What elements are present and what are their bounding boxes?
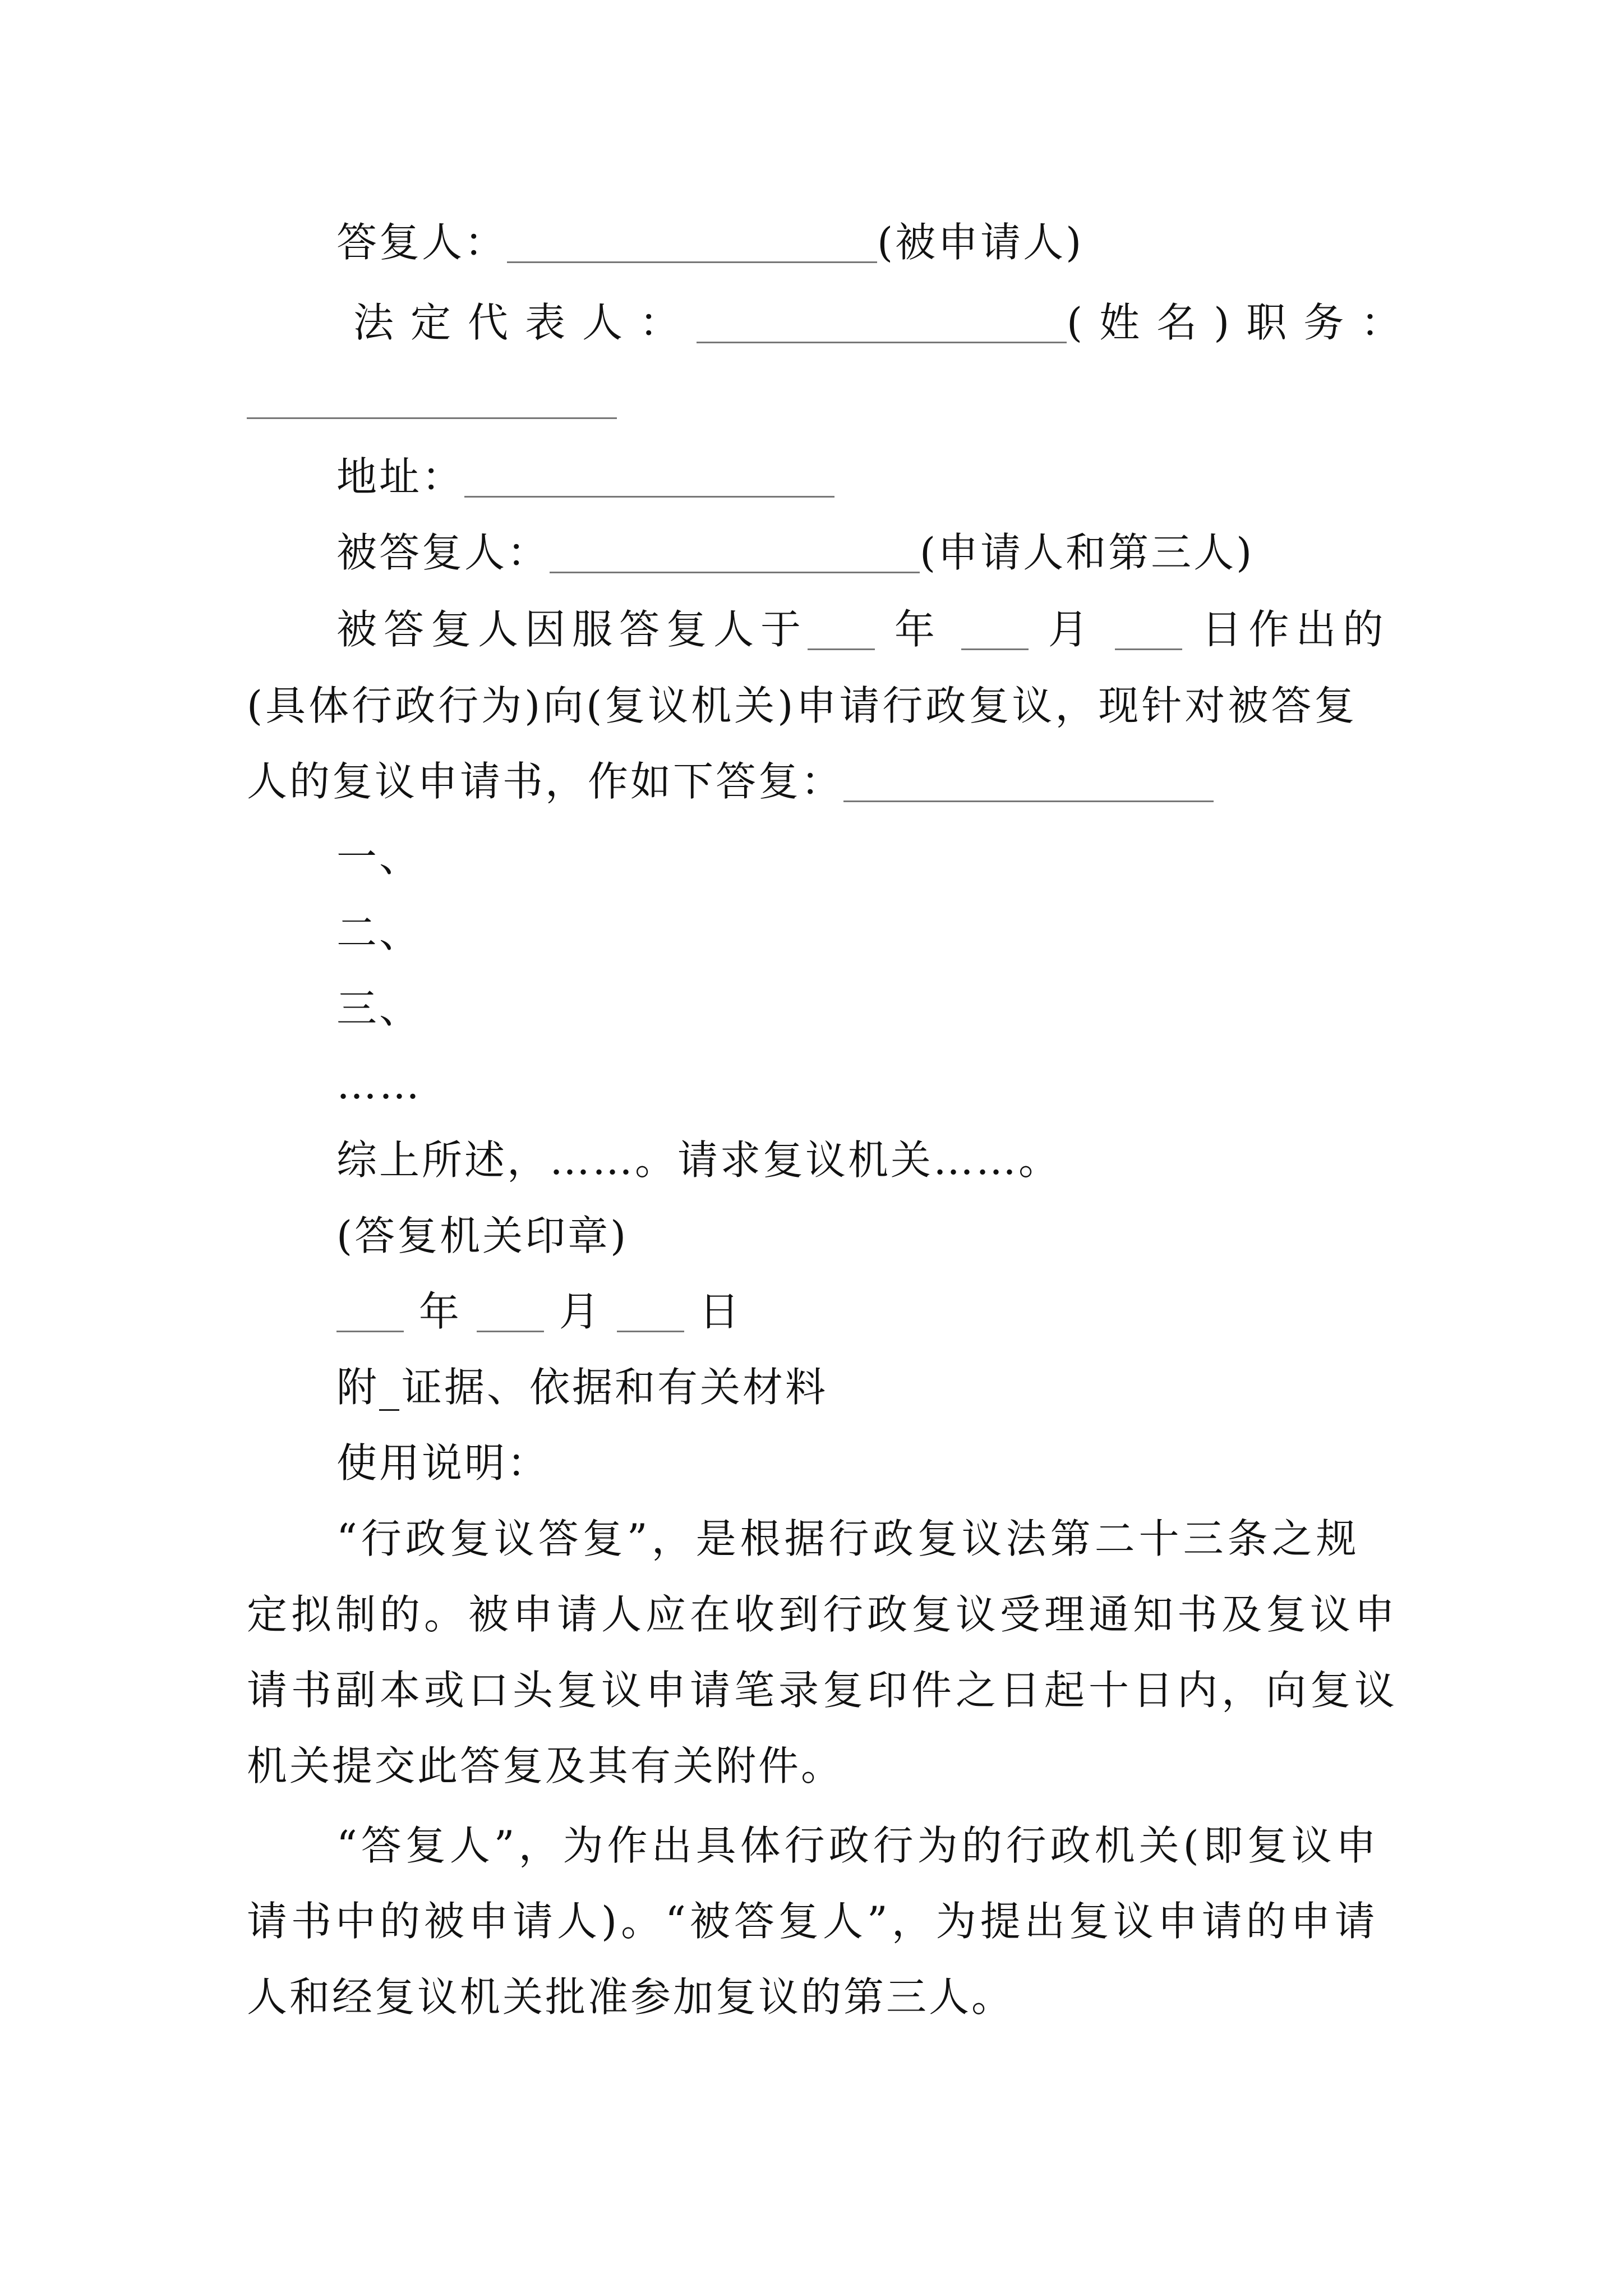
date-month-label: 月 (559, 1288, 602, 1335)
date-day-blank[interactable] (617, 1290, 684, 1332)
intro-line-1 (336, 601, 1390, 657)
date-line (336, 1283, 742, 1340)
item-3: 三、 (336, 985, 422, 1032)
respondent-blank[interactable] (507, 221, 877, 263)
usage-p2-line-2: 请书中的被申请人)。“被答复人”，为提出复议申请的申请 (247, 1898, 1379, 1945)
intro-text-a: 被答复人因服答复人于 (336, 606, 808, 653)
item-ellipsis: …… (336, 1061, 422, 1108)
intro-text-d: 日作出的 (1201, 606, 1390, 653)
address-label: 地址： (336, 453, 465, 500)
intro-year-blank[interactable] (808, 608, 875, 650)
attachment-note: 附_证据、依据和有关材料 (336, 1364, 828, 1411)
usage-p2-line-3: 人和经复议机关批准参加复议的第三人。 (247, 1973, 1015, 2021)
conclusion: 综上所述，……。请求复议机关……。 (336, 1137, 1062, 1184)
applicant-label: 被答复人： (336, 529, 550, 576)
date-year-blank[interactable] (336, 1290, 404, 1332)
intro-month-label: 月 (1048, 606, 1095, 653)
date-day-label: 日 (699, 1288, 742, 1335)
legal-rep-label: 法定代表人： (353, 299, 697, 346)
legal-rep-name-blank[interactable] (697, 301, 1067, 343)
intro-day-blank[interactable] (1115, 608, 1182, 650)
legal-rep-line (353, 295, 1418, 351)
respondent-label: 答复人： (336, 219, 508, 266)
usage-p1-line-4: 机关提交此答复及其有关附件。 (247, 1742, 844, 1789)
intro-month-blank[interactable] (961, 608, 1029, 650)
usage-p2-line-1: “答复人”，为作出具体行政行为的行政机关(即复议申 (336, 1822, 1380, 1869)
usage-p1-line-2: 定拟制的。被申请人应在收到行政复议受理通知书及复议申 (247, 1591, 1399, 1638)
usage-p1-line-3: 请书副本或口头复议申请笔录复印件之日起十日内，向复议 (247, 1667, 1399, 1714)
legal-rep-suffix: (姓名)职务： (1067, 299, 1418, 346)
respondent-suffix: (被申请人) (877, 219, 1084, 266)
seal-label: (答复机关印章) (336, 1212, 629, 1259)
respondent-line (336, 214, 1083, 270)
legal-rep-title-line (247, 370, 617, 426)
intro-answer-blank[interactable] (843, 760, 1214, 802)
intro-year-label: 年 (894, 606, 942, 653)
address-line (336, 449, 834, 505)
date-year-label: 年 (418, 1288, 462, 1335)
item-1: 一、 (336, 834, 422, 881)
usage-title: 使用说明： (336, 1439, 550, 1487)
address-blank[interactable] (464, 455, 834, 498)
item-2: 二、 (336, 909, 422, 956)
applicant-suffix: (申请人和第三人) (920, 529, 1255, 576)
legal-rep-title-blank[interactable] (247, 377, 617, 419)
intro-line-3 (247, 753, 1214, 809)
intro-text-3: 人的复议申请书，作如下答复： (247, 758, 844, 805)
date-month-blank[interactable] (477, 1290, 544, 1332)
applicant-blank[interactable] (550, 531, 920, 573)
applicant-line (336, 524, 1254, 581)
usage-p1-line-1: “行政复议答复”，是根据行政复议法第二十三条之规 (336, 1515, 1361, 1562)
intro-line-2: (具体行政行为)向(复议机关)申请行政复议，现针对被答复 (247, 682, 1358, 729)
